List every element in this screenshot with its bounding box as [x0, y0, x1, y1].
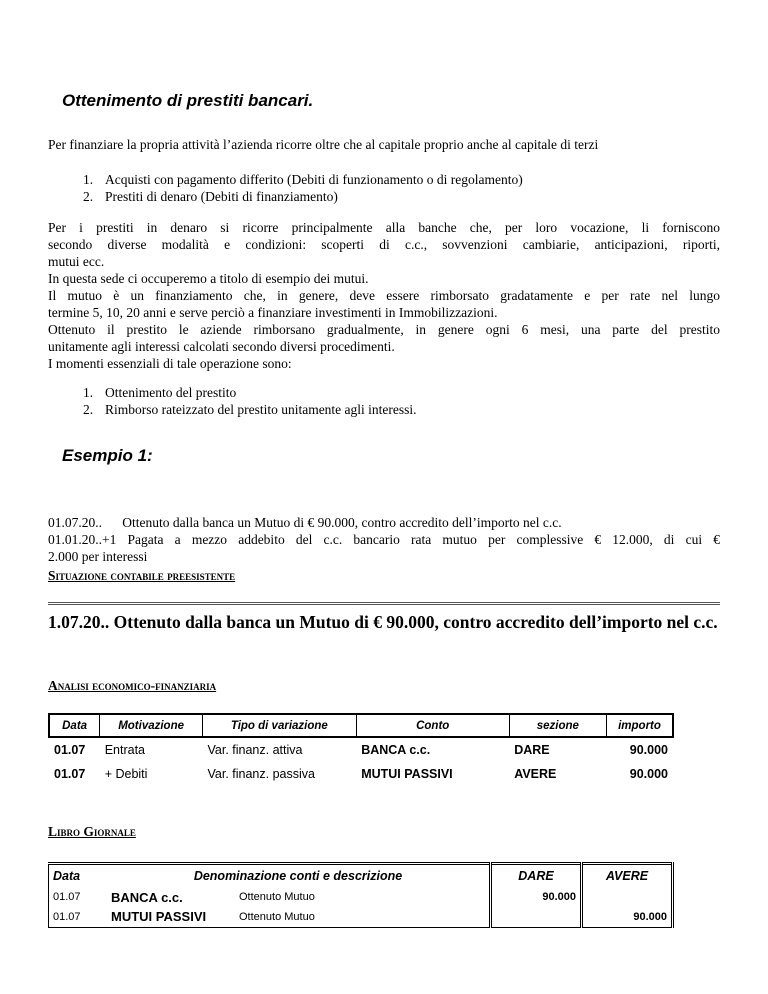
libro-heading: Libro Giornale [48, 824, 136, 839]
operation-heading: 1.07.20.. Ottenuto dalla banca un Mutuo di € 90.000, contro accredito dell’importo nel c.c. [48, 612, 718, 632]
intro-paragraph: Per finanziare la propria attività l’azienda ricorre oltre che al capitale proprio anche al capitale di terzi [48, 137, 599, 152]
analisi-heading: Analisi economico-finanziaria [48, 678, 217, 693]
list-item: 1. Ottenimento del prestito [83, 385, 237, 400]
analisi-table [48, 713, 674, 786]
example-text: 01.07.20.. Ottenuto dalla banca un Mutuo di € 90.000, contro accredito dell’importo nel c.c. 01.01.20..+1 Pagata a mezzo addebito del c.c. bancario rata mutuo per complessive € 12.000, di cui € 2.000 per interessi [48, 515, 720, 564]
body-paragraph: Per i prestiti in denaro si ricorre principalmente alla banche che, per loro vocazione, li forniscono secondo diverse modalità e condizioni: scoperti di c.c., sovvenzioni cambiarie, anticipazioni, riporti, mutui ecc. In questa sede ci occuperemo a titolo di esempio dei mutui. Il mutuo è un finanziamento che, in genere, deve essere rimborsato gradatamente e per rate nel lungo termine 5, 10, 20 anni e serve perciò a finanziare investimenti in Immobilizzazioni. Ottenuto il prestito le aziende rimborsano gradualmente, in genere ogni 6 mesi, una parte del prestito unitamente agli interessi calcolati secondo diversi procedimenti. I momenti essenziali di tale operazione sono: [48, 220, 720, 371]
list-item: 1. Acquisti con pagamento differito (Debiti di funzionamento o di regolamento) [83, 172, 523, 187]
table-row: 01.07 BANCA c.c. Ottenuto Mutuo 90.000 [49, 887, 673, 907]
table-row: 01.07 MUTUI PASSIVI Ottenuto Mutuo 90.000 [49, 907, 673, 927]
section-title: Ottenimento di prestiti bancari. [62, 91, 314, 110]
table-row: 01.07 Entrata Var. finanz. attiva BANCA c.c. DARE 90.000 [54, 743, 668, 757]
list-item: 2. Prestiti di denaro (Debiti di finanziamento) [83, 189, 338, 204]
table-header: Data Denominazione conti e descrizione DARE AVERE [49, 864, 673, 888]
table-header: Data Motivazione Tipo di variazione Conto sezione importo [49, 714, 673, 737]
giornale-table [48, 862, 674, 928]
example-title: Esempio 1: [62, 446, 153, 465]
situazione-heading: Situazione contabile preesistente [48, 568, 236, 583]
table-row: 01.07 + Debiti Var. finanz. passiva MUTUI PASSIVI AVERE 90.000 [54, 767, 668, 781]
heading-rule [48, 602, 720, 605]
list-item: 2. Rimborso rateizzato del prestito unitamente agli interessi. [83, 402, 417, 417]
